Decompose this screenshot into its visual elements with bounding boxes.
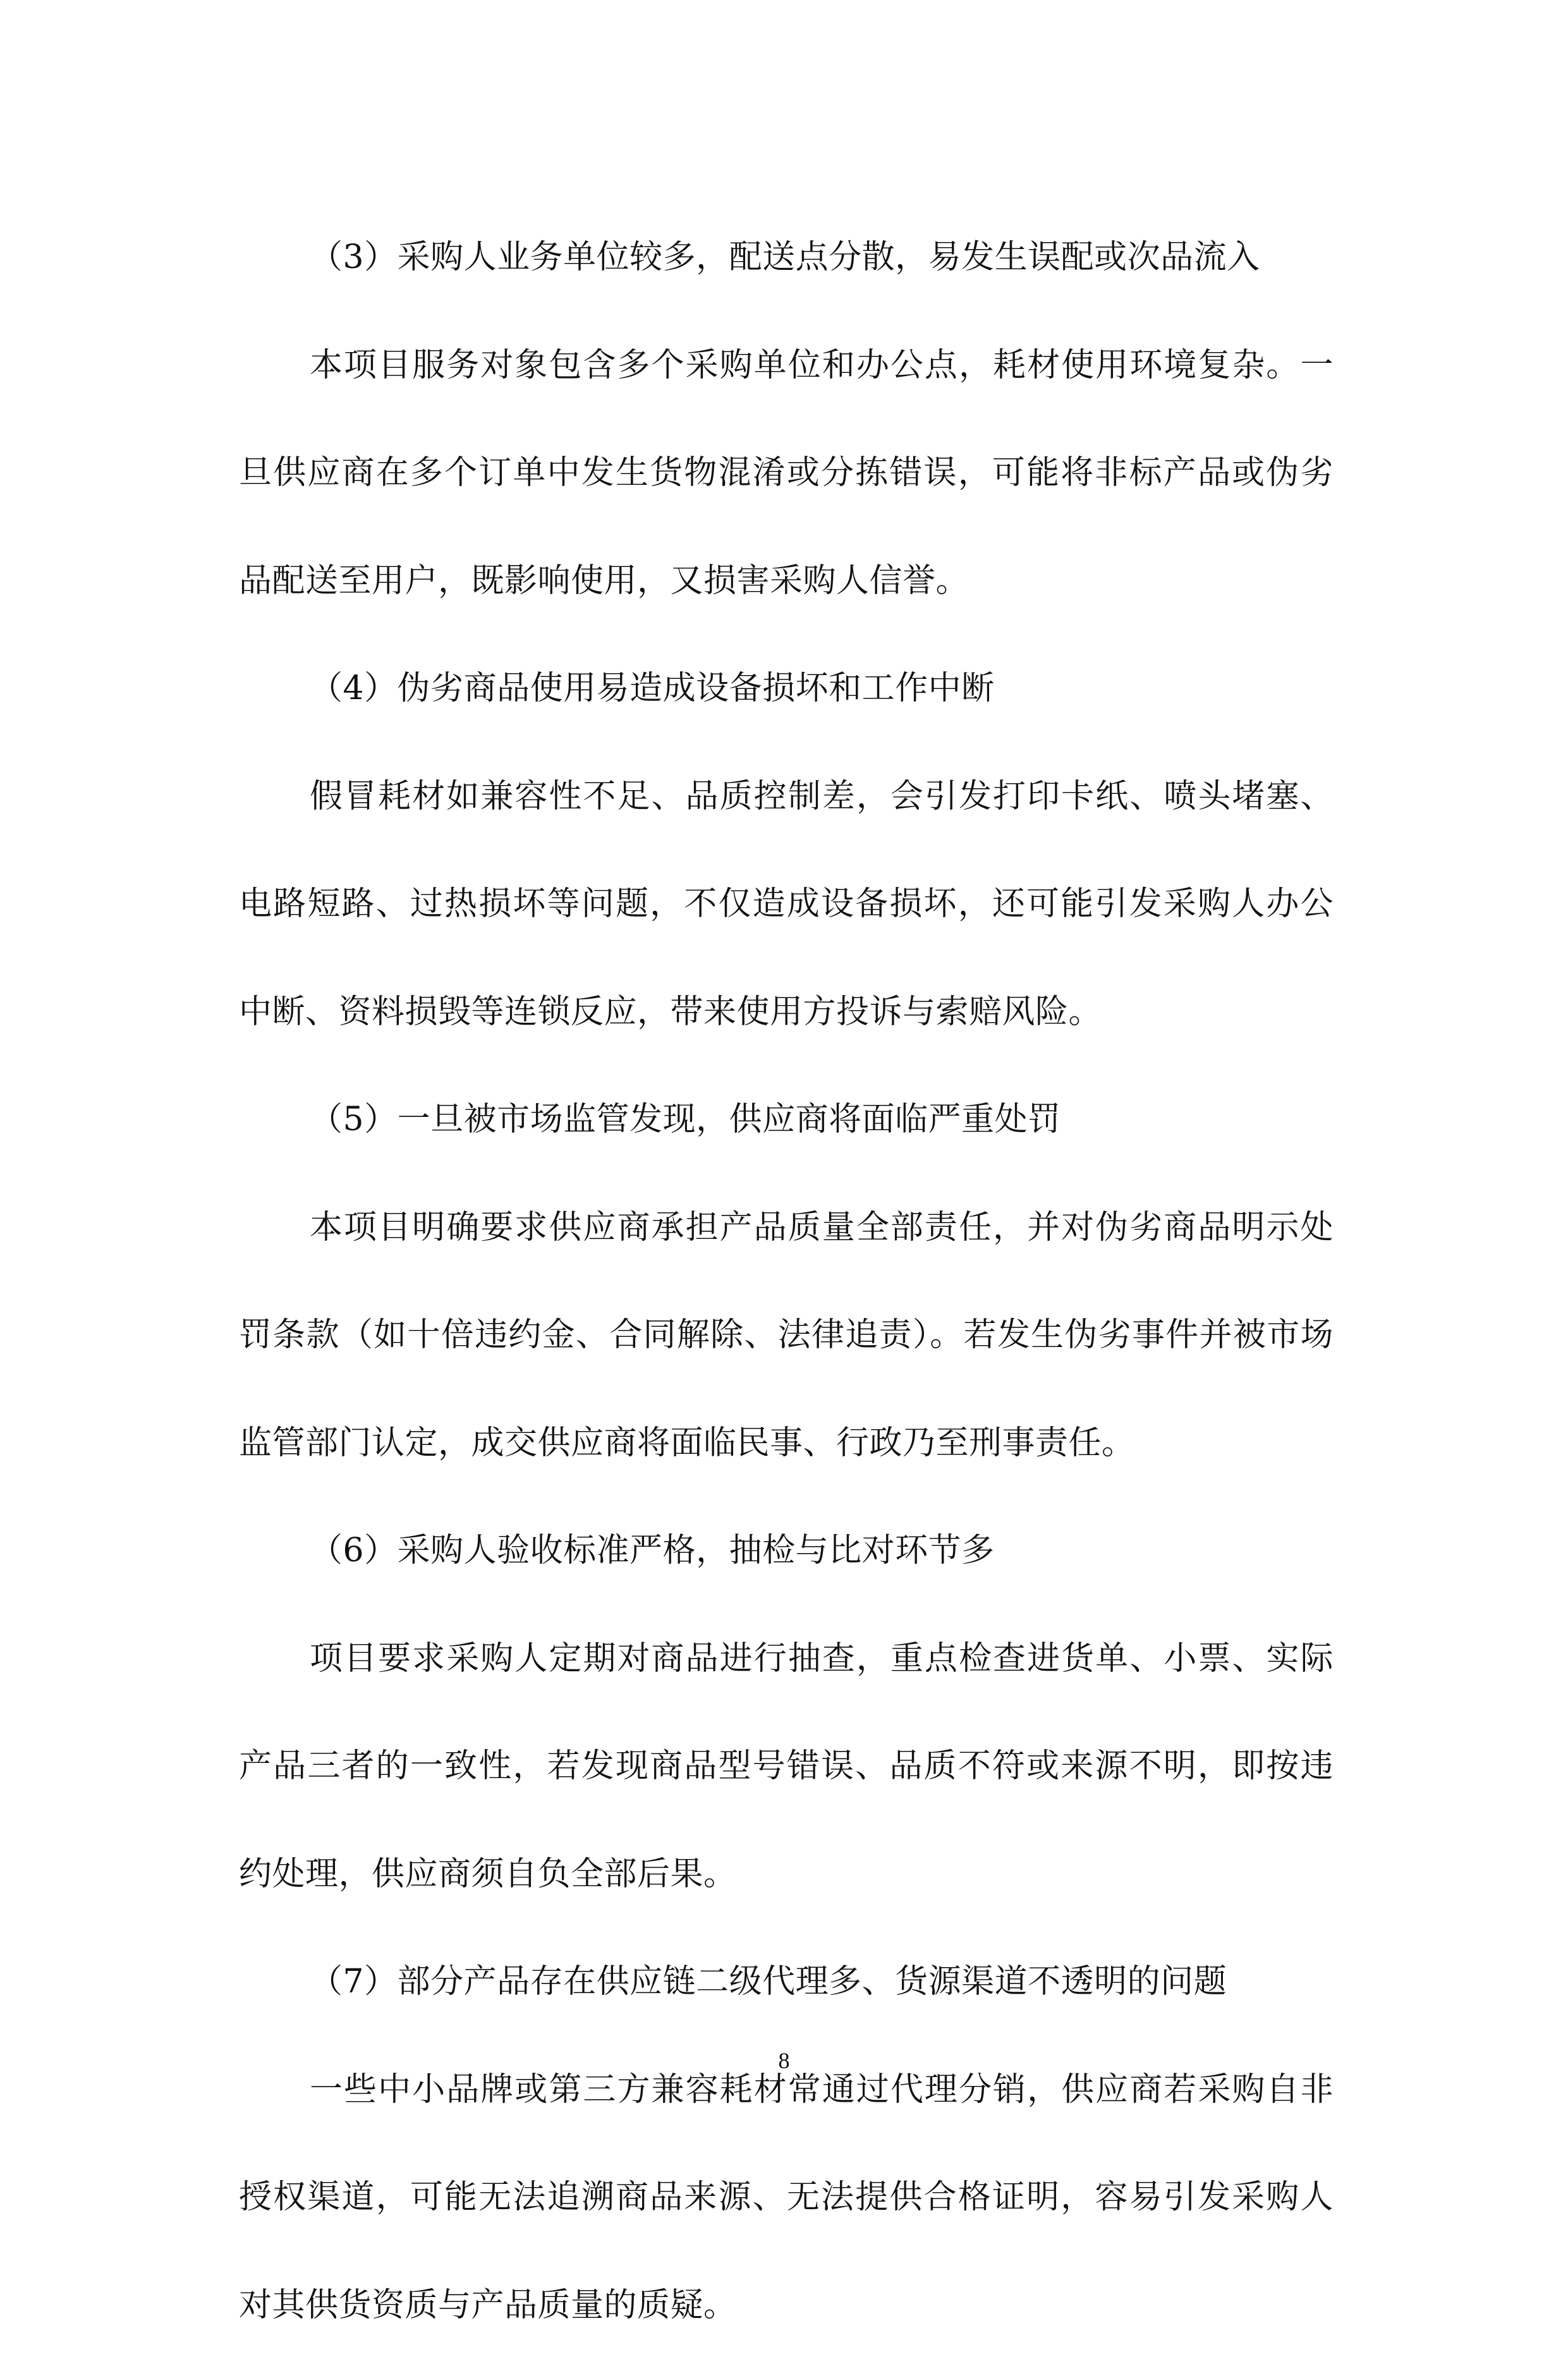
section-heading-4: （4）伪劣商品使用易造成设备损坏和工作中断 bbox=[239, 635, 1334, 743]
section-heading-7: （7）部分产品存在供应链二级代理多、货源渠道不透明的问题 bbox=[239, 1928, 1334, 2036]
section-heading-6: （6）采购人验收标准严格，抽检与比对环节多 bbox=[239, 1497, 1334, 1605]
paragraph-5: 本项目明确要求供应商承担产品质量全部责任，并对伪劣商品明示处罚条款（如十倍违约金、合同解除、法律追责）。若发生伪劣事件并被市场监管部门认定，成交供应商将面临民事、行政乃至刑事责任。 bbox=[239, 1174, 1334, 1497]
paragraph-3: 本项目服务对象包含多个采购单位和办公点，耗材使用环境复杂。一旦供应商在多个订单中发生货物混淆或分拣错误，可能将非标产品或伪劣品配送至用户，既影响使用，又损害采购人信誉。 bbox=[239, 312, 1334, 635]
page-number: 8 bbox=[0, 2048, 1568, 2073]
paragraph-7: 一些中小品牌或第三方兼容耗材常通过代理分销，供应商若采购自非授权渠道，可能无法追溯商品来源、无法提供合格证明，容易引发采购人对其供货资质与产品质量的质疑。 bbox=[239, 2036, 1334, 2359]
paragraph-6: 项目要求采购人定期对商品进行抽查，重点检查进货单、小票、实际产品三者的一致性，若发现商品型号错误、品质不符或来源不明，即按违约处理，供应商须自负全部后果。 bbox=[239, 1605, 1334, 1929]
section-heading-3: （3）采购人业务单位较多，配送点分散，易发生误配或次品流入 bbox=[239, 204, 1334, 312]
paragraph-4: 假冒耗材如兼容性不足、品质控制差，会引发打印卡纸、喷头堵塞、电路短路、过热损坏等问题，不仅造成设备损坏，还可能引发采购人办公中断、资料损毁等连锁反应，带来使用方投诉与索赔风险。 bbox=[239, 743, 1334, 1066]
section-heading-5: （5）一旦被市场监管发现，供应商将面临严重处罚 bbox=[239, 1066, 1334, 1174]
document-body bbox=[239, 204, 1334, 2359]
